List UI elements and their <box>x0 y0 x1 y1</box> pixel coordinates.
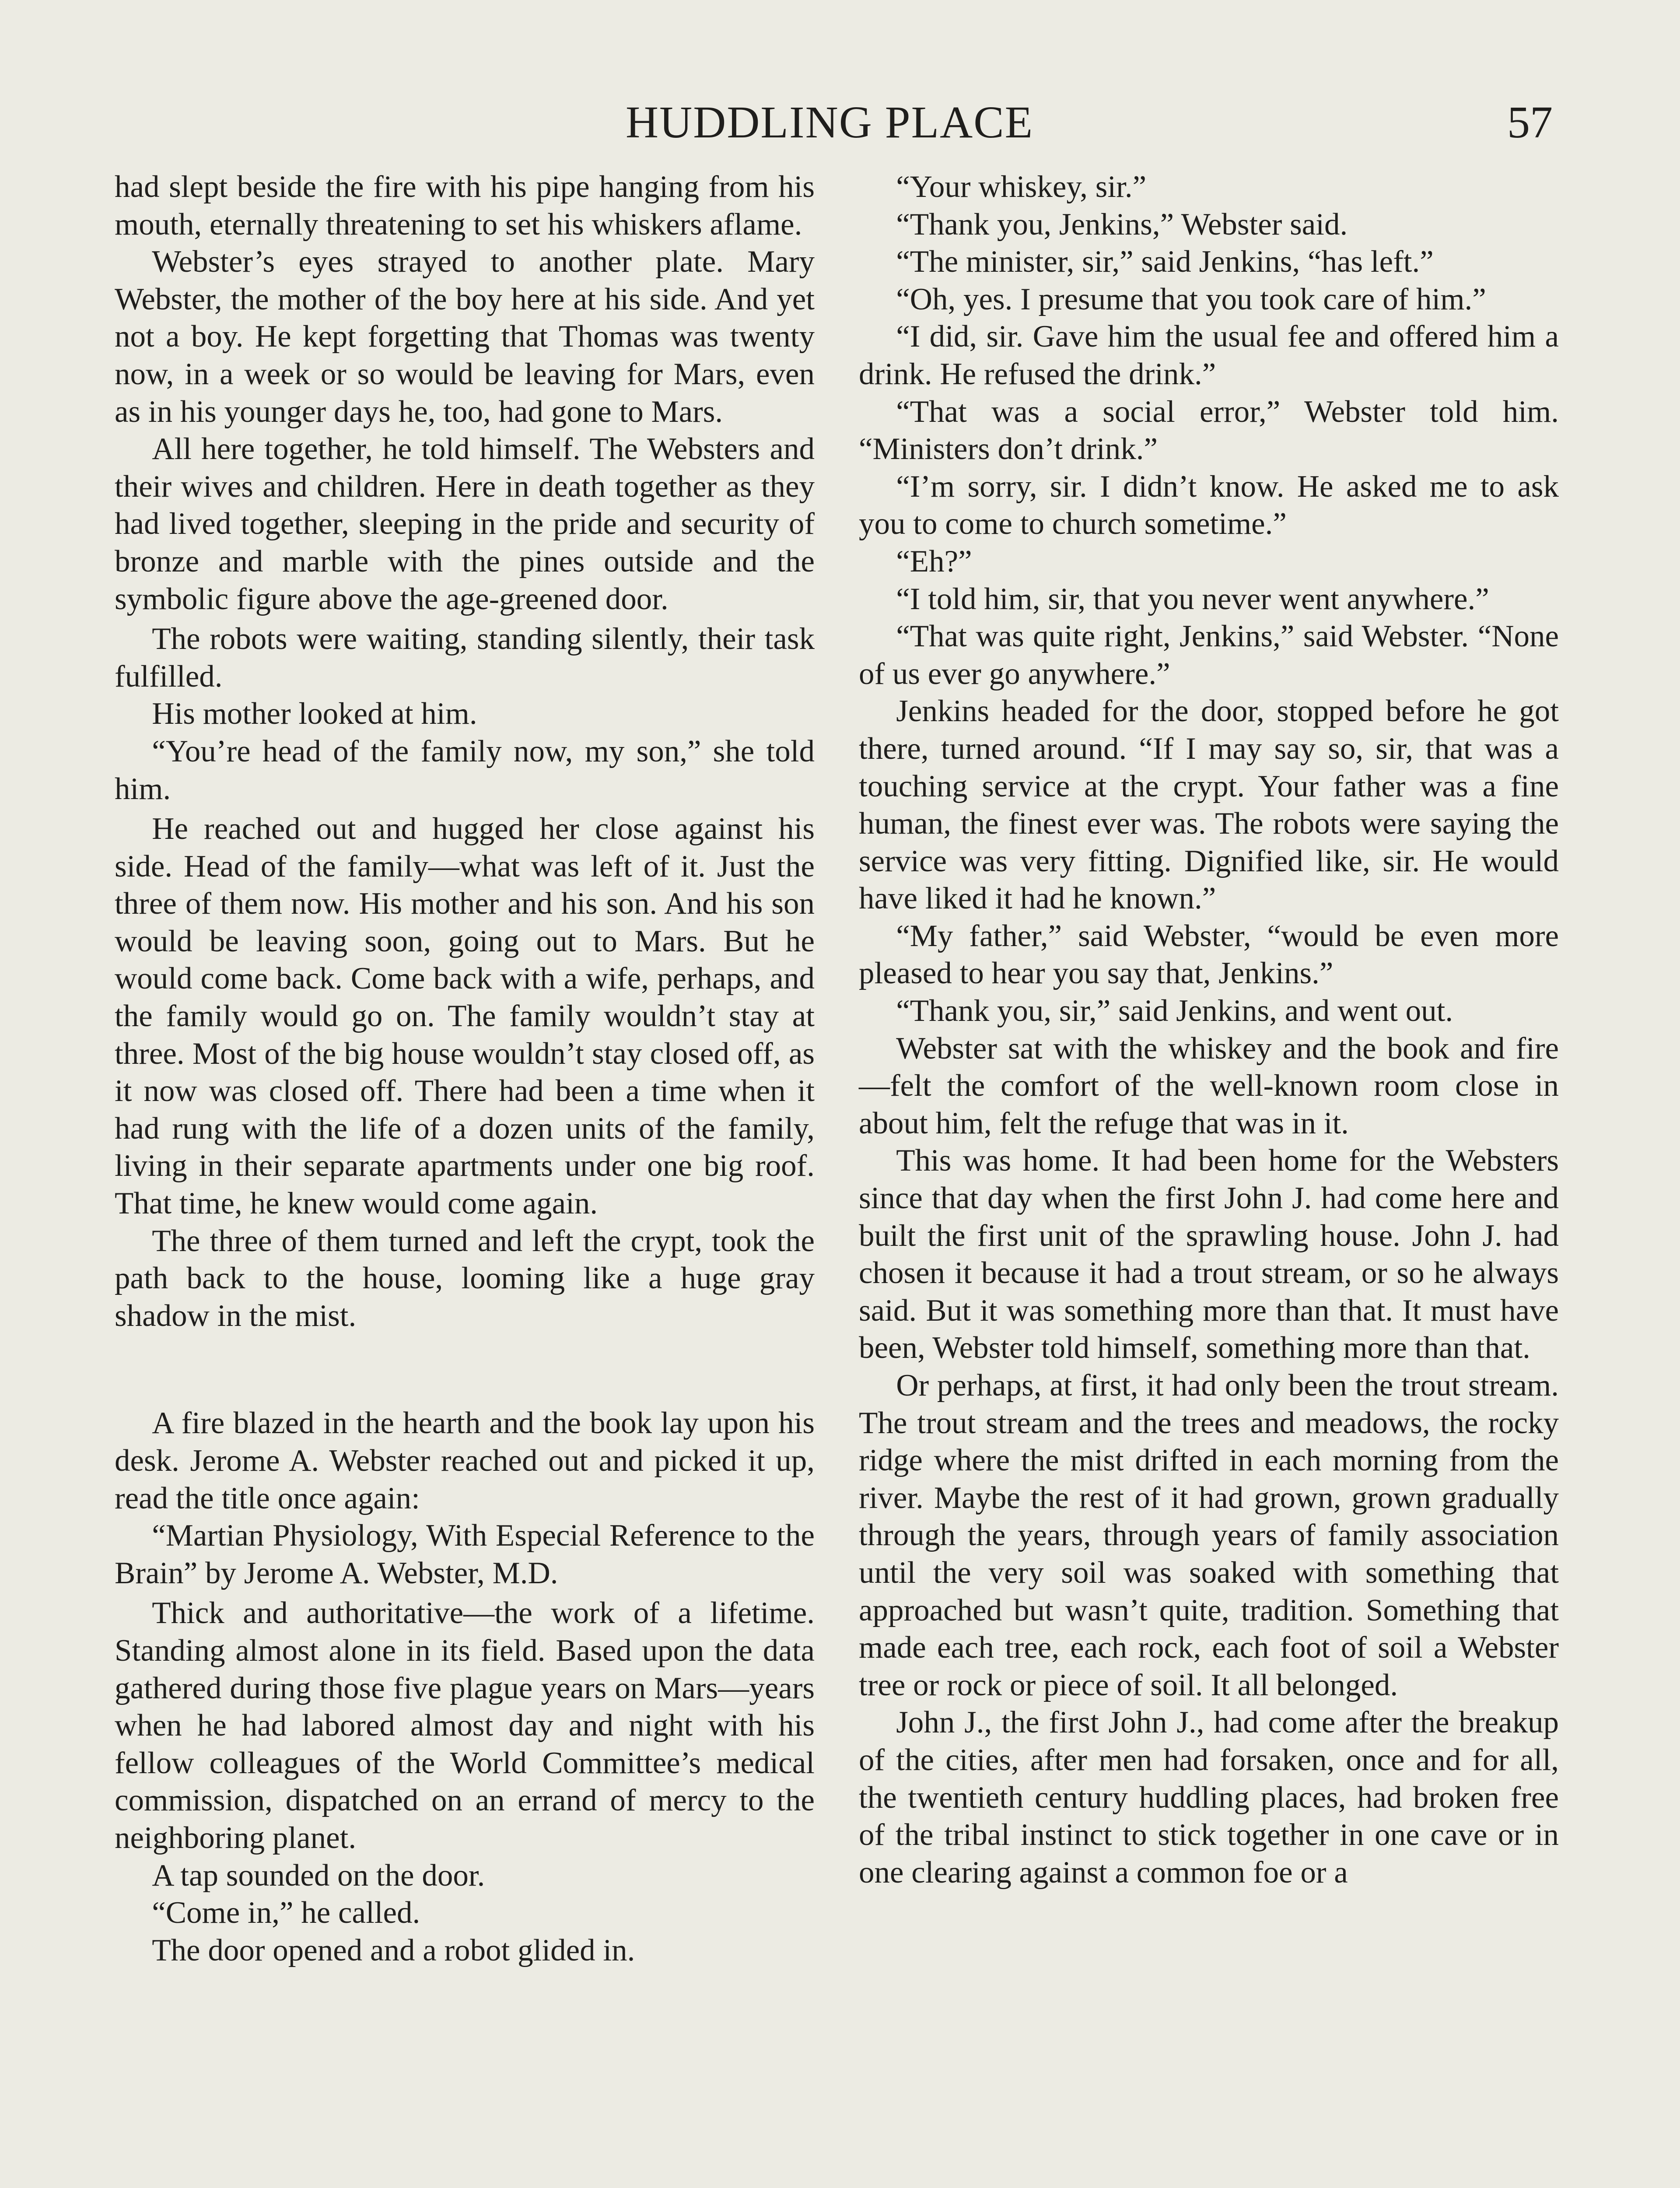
paragraph: “That was a social error,” Webster told him. “Ministers don’t drink.” <box>859 394 1559 466</box>
paragraph: Webster’s eyes strayed to another plate. Mary Webster, the mother of the boy here at his side. And yet not a boy. He kept forgetting that Thomas was twenty now, in a week or so would be leaving for Mars, even as in his younger days he, too, had gone to Mars. <box>115 245 815 429</box>
paragraph: “Come in,” he called. <box>152 1896 420 1930</box>
page-number: 57 <box>1507 97 1553 147</box>
left-column <box>115 168 815 1969</box>
paragraph: The door opened and a robot glided in. <box>152 1933 635 1967</box>
paragraph: Thick and authoritative—the work of a lifetime. Standing almost alone in its field. Based upon the data gathered during those five plague years on Mars—years when he had labored almost day and night with his fellow colleagues of the World Committee’s medical commission, dispatched on an errand of mercy to the neighboring planet. <box>115 1596 815 1855</box>
paragraph: had slept beside the fire with his pipe hanging from his mouth, eternally threatening to set his whiskers aflame. <box>115 170 815 242</box>
paragraph: “Your whiskey, sir.” <box>896 170 1147 204</box>
paragraph: A tap sounded on the door. <box>152 1858 485 1893</box>
paragraph: Or perhaps, at first, it had only been the trout stream. The trout stream and the trees and meadows, the rocky ridge where the mist drifted in each morning from the river. Maybe the rest of it had grown, grown gradually through the years, through years of family association until the very soil was soaked with something that approached but wasn’t quite, tradition. Something that made each tree, each rock, each foot of soil a Webster tree or rock or piece of soil. It all belonged. <box>859 1368 1559 1702</box>
paragraph: This was home. It had been home for the Websters since that day when the first John J. had come here and built the first unit of the sprawling house. John J. had chosen it because it had a trout stream, or so he always said. But it was something more than that. It must have been, Webster told himself, something more than that. <box>859 1143 1559 1365</box>
paragraph: “The minister, sir,” said Jenkins, “has left.” <box>896 245 1434 279</box>
page-header <box>0 92 1680 153</box>
paragraph: The robots were waiting, standing silently, their task fulfilled. <box>115 622 815 694</box>
paragraph: He reached out and hugged her close against his side. Head of the family—what was left of it. Just the three of them now. His mother and his son. And his son would be leaving soon, going out to Mars. But he would come back. Come back with a wife, perhaps, and the family would go on. The family wouldn’t stay at three. Most of the big house wouldn’t stay closed off, as it now was closed off. There had been a time when it had rung with the life of a dozen units of the family, living in their separate apartments under one big roof. That time, he knew would come again. <box>115 812 815 1221</box>
paragraph: The three of them turned and left the crypt, took the path back to the house, looming like a huge gray shadow in the mist. <box>115 1224 815 1333</box>
paragraph: A fire blazed in the hearth and the book lay upon his desk. Jerome A. Webster reached out and picked it up, read the title once again: <box>115 1406 815 1515</box>
paragraph: “I told him, sir, that you never went anywhere.” <box>896 582 1489 616</box>
paragraph: “Martian Physiology, With Especial Reference to the Brain” by Jerome A. Webster, M.D. <box>115 1518 815 1590</box>
paragraph: “You’re head of the family now, my son,” she told him. <box>115 734 815 806</box>
paragraph: “My father,” said Webster, “would be even more pleased to hear you say that, Jenkins.” <box>859 919 1559 991</box>
paragraph: “I’m sorry, sir. I didn’t know. He asked me to ask you to come to church sometime.” <box>859 469 1559 541</box>
paragraph: His mother looked at him. <box>152 697 477 731</box>
paragraph: “Eh?” <box>896 544 972 579</box>
paragraph: “That was quite right, Jenkins,” said Webster. “None of us ever go anywhere.” <box>859 619 1559 691</box>
paragraph: John J., the first John J., had come after the breakup of the cities, after men had forsaken, once and for all, the twentieth century huddling places, had broken free of the tribal instinct to stick together in one cave or in one clearing against a common foe or a <box>859 1705 1559 1890</box>
paragraph: “I did, sir. Gave him the usual fee and offered him a drink. He refused the drink.” <box>859 319 1559 391</box>
paragraph: Jenkins headed for the door, stopped before he got there, turned around. “If I may say so, sir, that was a touching service at the crypt. Your father was a fine human, the finest ever was. The robots were saying the service was very fitting. Dignified like, sir. He would have liked it had he known.” <box>859 694 1559 916</box>
paragraph: All here together, he told himself. The Websters and their wives and children. Here in death together as they had lived together, sleeping in the pride and security of bronze and marble with the pines outside and the symbolic figure above the age-greened door. <box>115 432 815 616</box>
running-title: HUDDLING PLACE <box>626 97 1034 147</box>
paragraph: “Thank you, sir,” said Jenkins, and went out. <box>896 994 1453 1028</box>
paragraph: Webster sat with the whiskey and the book and fire—felt the comfort of the well-known room close in about him, felt the refuge that was in it. <box>859 1031 1559 1140</box>
paragraph: “Thank you, Jenkins,” Webster said. <box>896 207 1348 242</box>
right-column <box>859 168 1559 1891</box>
paragraph: “Oh, yes. I presume that you took care of him.” <box>896 282 1486 316</box>
